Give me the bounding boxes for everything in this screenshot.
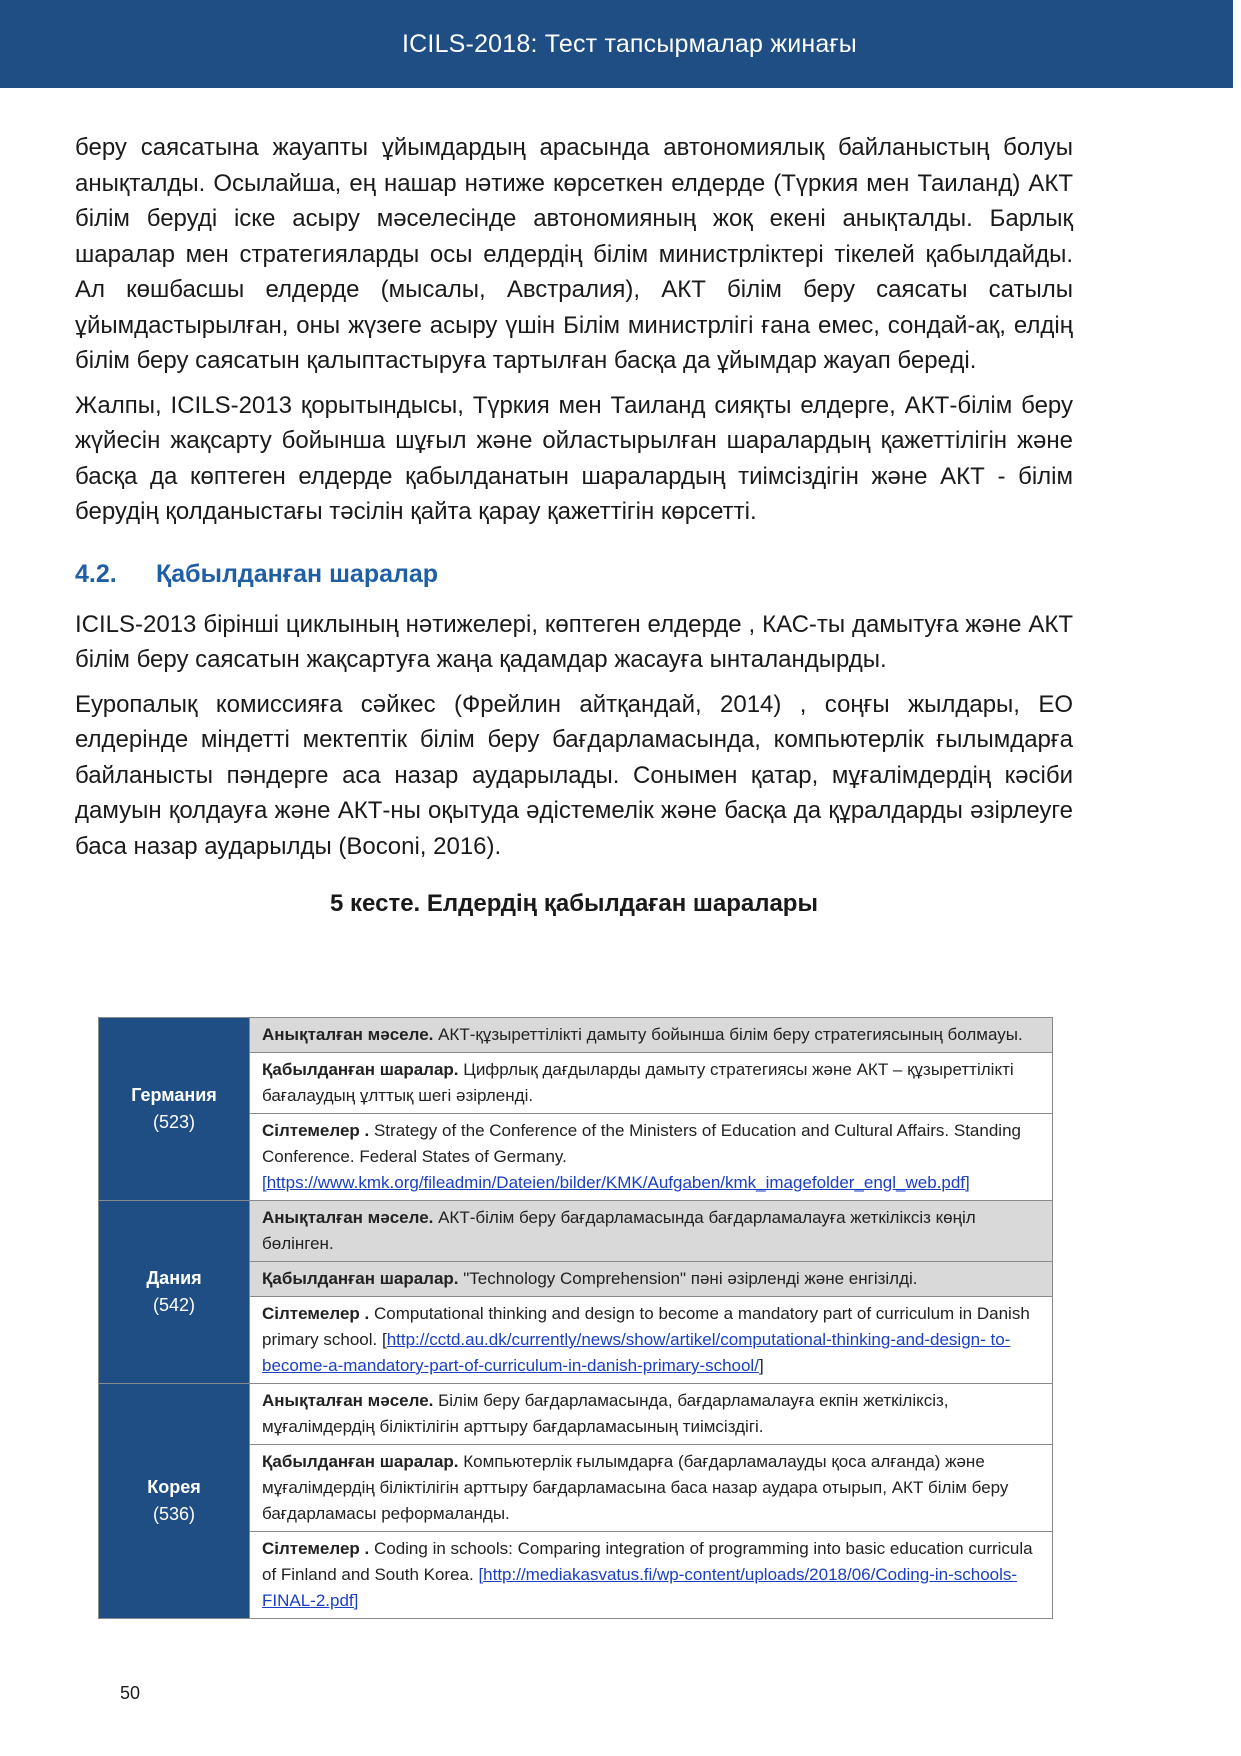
refs-link[interactable]: http://cctd.au.dk/currently/news/show/artikel/computational-thinking-and-design- to-become-a-mandatory-part-of-curriculum-in-danish-primary-school/ — [262, 1330, 1011, 1375]
problem-label: Анықталған мәселе. — [262, 1025, 434, 1044]
refs-link[interactable]: [http://mediakasvatus.fi/wp-content/uploads/2018/06/Coding-in-schools-FINAL-2.pdf] — [262, 1565, 1018, 1610]
section-heading — [75, 560, 1073, 589]
measures-text: Цифрлық дағдыларды дамыту стратегиясы және АКТ – құзыреттілікті бағалаудың ұлттық шегі әзірленді. — [262, 1060, 1014, 1105]
refs-tail: ] — [758, 1356, 764, 1375]
paragraph: беру саясатына жауапты ұйымдардың арасында автономиялық байланыстың болуы анықталды. Осылайша, ең нашар нәтиже көрсеткен елдерде (Түркия мен Таиланд) АКТ білім беруді іске асыру мәселесінде автономияның жоқ екені анықталды. Барлық шаралар мен стратегияларды осы елдердің білім министрліктері тікелей қабылдайды. Ал көшбасшы елдерде (мысалы, Австралия), АКТ білім беру саясаты сатылы ұйымдастырылған, оны жүзеге асыру үшін Білім министрлігі ғана емес, сондай-ақ, елдің білім беру саясатын қалыптастыруға тартылған басқа да ұйымдар жауап береді. — [75, 134, 1073, 374]
refs-label: Сілтемелер . — [262, 1304, 370, 1323]
paragraph: Жалпы, ICILS-2013 қорытындысы, Түркия мен Таиланд сияқты елдерге, АКТ-білім беру жүйесін жақсарту бойынша шұғыл және ойластырылған шаралардың қажеттілігін және басқа да көптеген елдерде қабылданатын шаралардың тиімсіздігін және АКТ - білім берудің қолданыстағы тәсілін қайта қарау қажеттігін көрсетті. — [75, 391, 1073, 525]
country-name: Дания — [146, 1268, 202, 1288]
country-score: (523) — [152, 1112, 196, 1132]
measures-cell — [250, 1053, 1053, 1114]
country-cell-korea — [99, 1384, 250, 1619]
measures-table — [98, 1017, 1053, 1619]
country-cell-germany — [99, 1018, 250, 1201]
refs-text: Computational thinking and design to become a mandatory part of curriculum in Danish primary school. [ — [262, 1304, 1030, 1349]
main-content — [75, 130, 1073, 932]
paragraph: ICILS-2013 бірінші циклының нәтижелері, көптеген елдерде , КАС-ты дамытуға және АКТ білім беру саясатын жақсартуға жаңа қадамдар жасауға ынталандырды. — [75, 610, 1073, 673]
table-row — [99, 1018, 1053, 1053]
paragraph: Еуропалық комиссияға сәйкес (Фрейлин айтқандай, 2014) , соңғы жылдары, ЕО елдерінде міндетті мектептік білім беру бағдарламасында, компьютерлік ғылымдарға байланысты пәндерге аса назар аударылады. Сонымен қатар, мұғалімдердің кәсіби дамуын қолдауға және АКТ-ны оқытуда әдістемелік және басқа да құралдарды әзірлеуге баса назар аударылды (Boconi, 2016). — [75, 690, 1073, 860]
section-number: 4.2. — [75, 559, 117, 588]
problem-cell — [250, 1201, 1053, 1262]
measures-cell — [250, 1262, 1053, 1297]
country-score: (542) — [152, 1295, 196, 1315]
table-caption: 5 кесте. Елдердің қабылдаған шаралары — [330, 890, 818, 917]
problem-text: Білім беру бағдарламасында, бағдарламалауға екпін жеткіліксіз, мұғалімдердің біліктілігін арттыру бағдарламасының тиімсіздігі. — [262, 1391, 949, 1436]
problem-cell — [250, 1018, 1053, 1053]
table-row — [99, 1384, 1053, 1445]
refs-text: Coding in schools: Comparing integration of programming into basic education curricula of Finland and South Korea. — [262, 1539, 1033, 1584]
measures-text: "Technology Comprehension" пәні әзірленді және енгізілді. — [458, 1269, 918, 1288]
page-header — [0, 0, 1233, 88]
header-title: ICILS-2018: Тест тапсырмалар жинағы — [402, 29, 857, 58]
refs-label: Сілтемелер . — [262, 1539, 370, 1558]
measures-label: Қабылданған шаралар. — [262, 1452, 459, 1471]
refs-text: Strategy of the Conference of the Ministers of Education and Cultural Affairs. Standing Conference. Federal States of Germany. — [262, 1121, 1021, 1166]
problem-text: АКТ-құзыреттілікті дамыту бойынша білім беру стратегиясының болмауы. — [433, 1025, 1023, 1044]
problem-cell — [250, 1384, 1053, 1445]
section-title: Қабылданған шаралар — [156, 559, 439, 588]
problem-label: Анықталған мәселе. — [262, 1391, 434, 1410]
problem-text: АКТ-білім беру бағдарламасында бағдарламалауға жеткіліксіз көңіл бөлінген. — [262, 1208, 976, 1253]
measures-label: Қабылданған шаралар. — [262, 1269, 459, 1288]
measures-cell — [250, 1445, 1053, 1532]
country-name: Корея — [147, 1477, 201, 1497]
country-cell-denmark — [99, 1201, 250, 1384]
measures-text: Компьютерлік ғылымдарға (бағдарламалауды қоса алғанда) және мұғалімдердің біліктілігін арттыру бағдарламасына баса назар аудара отырып, АКТ білім беру бағдарламасы реформаланды. — [262, 1452, 1009, 1523]
refs-label: Сілтемелер . — [262, 1121, 370, 1140]
country-score: (536) — [152, 1504, 196, 1524]
refs-cell — [250, 1532, 1053, 1619]
measures-label: Қабылданған шаралар. — [262, 1060, 459, 1079]
country-name: Германия — [131, 1085, 217, 1105]
refs-link[interactable]: [https://www.kmk.org/fileadmin/Dateien/bilder/KMK/Aufgaben/kmk_imagefolder_engl_web.pdf] — [262, 1173, 970, 1192]
refs-cell — [250, 1297, 1053, 1384]
refs-cell — [250, 1114, 1053, 1201]
problem-label: Анықталған мәселе. — [262, 1208, 434, 1227]
table-row — [99, 1201, 1053, 1262]
page-number: 50 — [120, 1683, 141, 1703]
